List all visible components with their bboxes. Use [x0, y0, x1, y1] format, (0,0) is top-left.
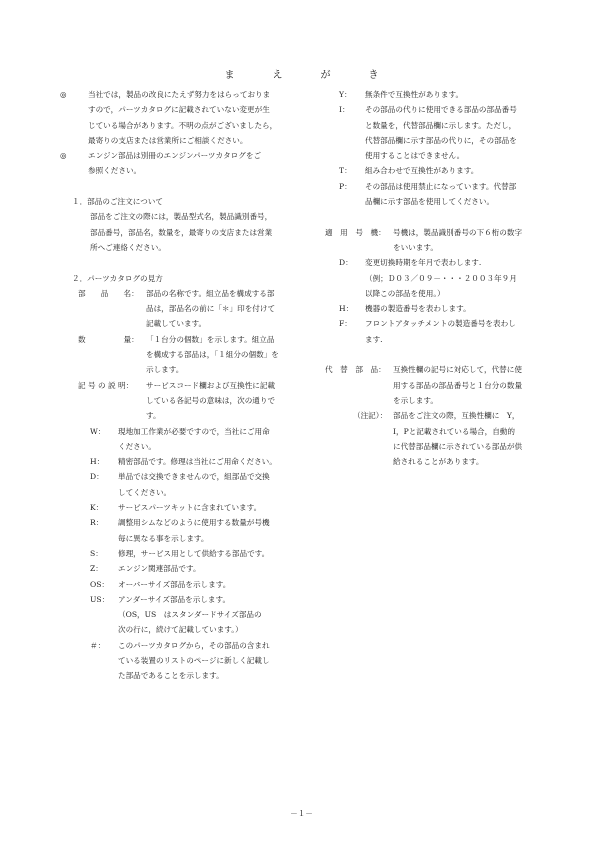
code-item	[60, 561, 322, 576]
code-text: 修理，サービス用として供給する部品です。	[118, 548, 270, 558]
page-title: ま え が き	[224, 70, 393, 81]
code-text: 組み合わせで互換性があります。	[365, 166, 479, 176]
code-label: F：	[339, 319, 352, 329]
code-text: 変更切換時期を年月で表わします. （例；Ｄ０３／０９－・・・２００３年９月 以降この部品を使用。）	[365, 258, 517, 298]
circle-mark-icon: ◎	[60, 151, 67, 161]
code-text: アンダーサイズ部品を示します。 （OS，US はスタンダードサイズ部品の 次の行に，続けて記載しています。）	[118, 594, 262, 635]
code-text: その部品は使用禁止になっています。代替部 品欄に示す部品を使用してください。	[365, 181, 517, 207]
definition-item	[60, 332, 322, 378]
code-item	[60, 500, 322, 515]
section-heading-catalog-guide: ２．パーツカタログの見方	[72, 273, 163, 283]
code-label: ＃：	[90, 640, 106, 650]
code-label: H：	[90, 457, 105, 467]
code-item	[60, 424, 322, 455]
code-text: その部品の代りに使用できる部品の部品番号 と数量を，代替部品欄に示します。ただし， 代替部品欄に示す部品の代りに，その部品を 使用することはできません。	[365, 105, 517, 161]
code-text: 精密部品です。修理は当社にご用命ください。	[118, 457, 277, 467]
code-text: 調整用シムなどのように使用する数量が号機 毎に異なる事を示します。	[118, 518, 270, 543]
code-text: オーバーサイズ部品を示します。	[118, 579, 231, 589]
note-text: 部品をご注文の際，互換性欄に Y， I，Pと記載されている場合，自動的 に代替部品欄に示されている部品が供 給されることがあります。	[393, 411, 523, 467]
applicable-code-item	[325, 255, 555, 301]
section-heading-ordering: １．部品のご注文について	[72, 197, 163, 207]
code-label: D：	[339, 258, 353, 268]
code-item	[60, 515, 322, 546]
applicable-unit-text: 号機は，製品識別番号の下６桁の数字 をいいます。	[393, 227, 523, 252]
code-label: K：	[90, 503, 104, 513]
code-label: T：	[339, 166, 352, 176]
code-label: H：	[339, 304, 354, 314]
code-text: 単品では交換できませんので，組部品で交換 してください。	[118, 472, 270, 497]
code-label: Z：	[90, 564, 103, 574]
code-text: エンジン関連部品です。	[118, 564, 201, 574]
code-text: サービスパーツキットに含まれています。	[118, 503, 262, 513]
code-label: OS：	[90, 579, 110, 589]
compat-code-item	[325, 179, 555, 210]
definition-item	[60, 286, 322, 332]
intro-note-text: 当社では，製品の改良にたえず努力をはらっておりま すので，パーツカタログに記載されていない変更が生 じている場合があります。不明の点がございましたら， 最寄りの支店または営業所にご相談ください。	[88, 90, 278, 145]
definition-item	[60, 378, 322, 424]
section-text-ordering: 部品をご注文の際には，製品型式名，製品識別番号， 部品番号，部品名，数量を，最寄りの支店または営業 所へご連絡ください。	[90, 212, 273, 252]
applicable-unit-label: 適 用 号 機：	[325, 227, 386, 237]
definition-text: 部品の名称です。組立品を構成する部 品は，部品名の前に「＊」印を付けて 記載しています。	[146, 288, 276, 329]
definition-label: 数 量：	[78, 334, 139, 344]
code-label: W：	[90, 426, 106, 436]
alternate-parts-text: 互換性欄の記号に対応して，代替に使 用する部品の部品番号と１台分の数量 を示します。	[393, 365, 523, 405]
code-text: このパーツカタログから，その部品の含まれ ている装置のリストのページに新しく記載し た部品であることを示します。	[118, 640, 270, 681]
code-text: 機器の製造番号を表わします。	[365, 304, 471, 314]
intro-note	[60, 148, 322, 179]
left-column	[60, 87, 322, 684]
alternate-parts-item	[325, 362, 555, 408]
definition-text: サービスコード欄および互換性に記載 している各記号の意味は，次の通りで す。	[146, 380, 276, 421]
code-item	[60, 577, 322, 592]
code-item	[60, 592, 322, 638]
compat-code-item	[325, 87, 555, 102]
code-label: R：	[90, 518, 104, 528]
code-label: Y：	[339, 90, 352, 99]
alternate-parts-label: 代 替 部 品：	[325, 365, 386, 375]
code-label: US：	[90, 594, 110, 604]
page-number: －１－	[290, 809, 313, 818]
code-text: フロントアタッチメントの製造番号を表わし ます.	[365, 319, 516, 344]
code-text: 無条件で互換性があります。	[365, 90, 464, 99]
intro-note	[60, 87, 322, 148]
code-text: 現地加工作業が必要ですので，当社にご用命 ください。	[118, 426, 270, 451]
code-label: S：	[90, 548, 103, 558]
applicable-code-item	[325, 316, 555, 347]
code-item	[60, 454, 322, 469]
compat-code-item	[325, 163, 555, 178]
code-label: I：	[339, 105, 350, 115]
note-label: （注記）：	[353, 411, 388, 421]
compat-code-item	[325, 102, 555, 163]
definition-text: 「１台分の個数」を示します。組立品 を構成する部品は，「１組分の個数」を 示します。	[146, 334, 279, 375]
note-item	[325, 408, 555, 469]
applicable-unit-item	[325, 225, 555, 256]
applicable-code-item	[325, 301, 555, 316]
definition-label: 部 品 名：	[78, 288, 139, 298]
definition-label: 記 号 の 説 明：	[78, 380, 134, 390]
code-item	[60, 469, 322, 500]
code-label: P：	[339, 181, 352, 191]
code-item	[60, 638, 322, 684]
intro-note-text: エンジン部品は別冊のエンジンパーツカタログをご 参照ください。	[88, 151, 262, 176]
code-item	[60, 546, 322, 561]
right-column	[325, 87, 555, 469]
code-label: D：	[90, 472, 104, 482]
circle-mark-icon: ◎	[60, 90, 67, 99]
